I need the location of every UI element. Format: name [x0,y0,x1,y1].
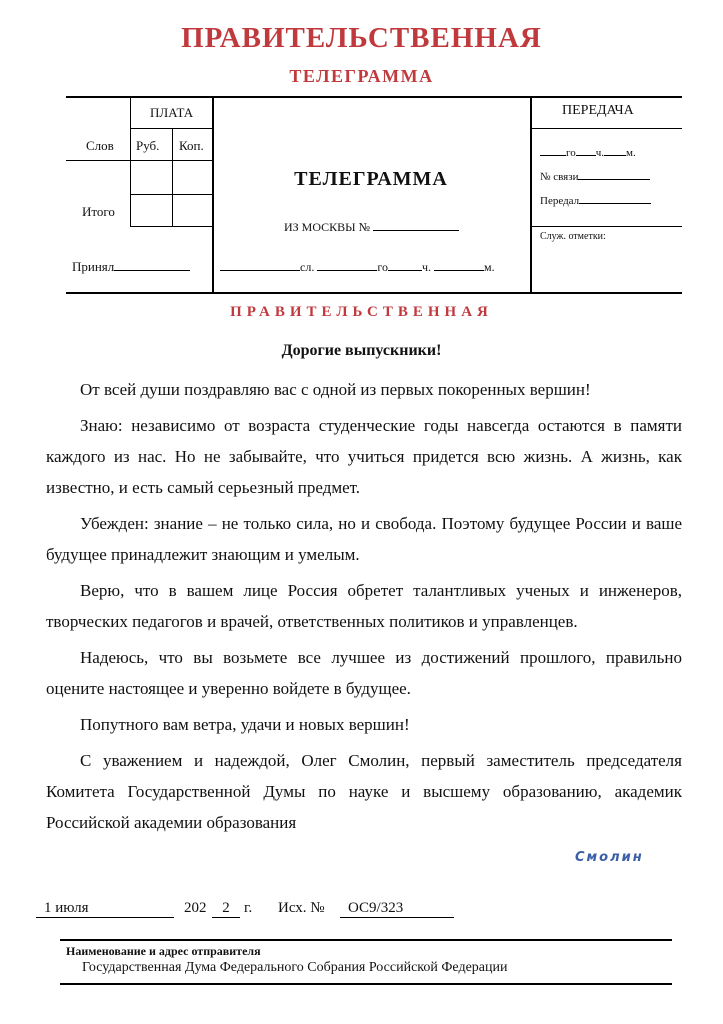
date-value: 1 июля [36,900,174,918]
form-top-border [66,96,682,98]
paragraph-6: Попутного вам ветра, удачи и новых вершин! [80,715,410,734]
prinyal-field: Принял [72,258,190,275]
sluzh-top-line [530,226,682,227]
sluzh-label: Служ. отметки: [540,231,606,242]
row-line-1 [130,194,212,195]
header-subtitle: ТЕЛЕГРАММА [289,66,434,86]
slov-label: Слов [86,138,114,153]
header-row-line [66,160,212,161]
letter-signoff [46,745,682,838]
sender-top-line [60,939,672,941]
stamp-bottom: ПРАВИТЕЛЬСТВЕННАЯ [230,304,493,320]
itogo-label: Итого [82,204,115,219]
plata-underline [130,128,212,129]
row-line-2 [130,226,212,227]
ref-number: ОС9/323 [340,900,454,918]
col-line-2 [172,128,173,226]
letter-greeting: Дорогие выпускники! [281,342,442,359]
kop-label: Коп. [179,138,204,153]
signature: Смолин [575,850,644,865]
paragraph-1: От всей души поздравляю вас с одной из первых покоренных вершин! [80,380,591,399]
paragraph-2: Знаю: независимо от возраста студенческие годы навсегда остаются в памяти каждого из нас. Но не забывайте, что учиться придется всю жизнь. А жизнь, как известно, и есть самый серьезный предмет. [46,416,682,497]
form-bottom-border [66,292,682,294]
header-title: ПРАВИТЕЛЬСТВЕННАЯ [181,22,542,54]
paragraph-3: Убежден: знание – не только сила, но и свобода. Поэтому будущее России и ваше будущее принадлежит знающим и умелым. [46,514,682,564]
sender-name: Государственная Дума Федерального Собрания Российской Федерации [82,960,508,975]
peredacha-underline [530,128,682,129]
from-moscow-field: ИЗ МОСКВЫ № [284,218,459,235]
nsvyazi-field: № связи [540,167,650,183]
sender-label: Наименование и адрес отправителя [66,944,261,958]
received-time-field: сл. го ч. м. [220,258,495,275]
form-left-divider [212,96,214,292]
rub-label: Руб. [136,138,160,153]
year-suffix: г. [244,900,253,916]
peredal-field: Передал [540,191,651,207]
signoff-text: С уважением и надеждой, Олег Смолин, первый заместитель председателя Комитета Государственной Думы по науке и высшему образованию, академик Российской академии образования [46,751,682,832]
sender-bottom-line [60,983,672,985]
transfer-time-field: го ч. м. [540,143,636,159]
paragraph-4: Верю, что в вашем лице Россия обретет талантливых ученых и инженеров, творческих педагогов и врачей, ответственных политиков и управленцев. [46,581,682,631]
peredacha-label: ПЕРЕДАЧА [562,103,634,118]
paragraph-5: Надеюсь, что вы возьмете все лучшее из достижений прошлого, правильно оцените настоящее и уверенно войдете в будущее. [46,648,682,698]
letter-body [46,374,682,740]
form-right-divider [530,96,532,292]
year-prefix: 202 [184,900,207,916]
date-ref-line [36,900,686,922]
ref-label: Исх. № [278,900,325,916]
year-digit: 2 [212,900,240,918]
col-line-1 [130,96,131,226]
plata-label: ПЛАТА [150,105,194,120]
center-telegram-title: ТЕЛЕГРАММА [294,168,448,190]
